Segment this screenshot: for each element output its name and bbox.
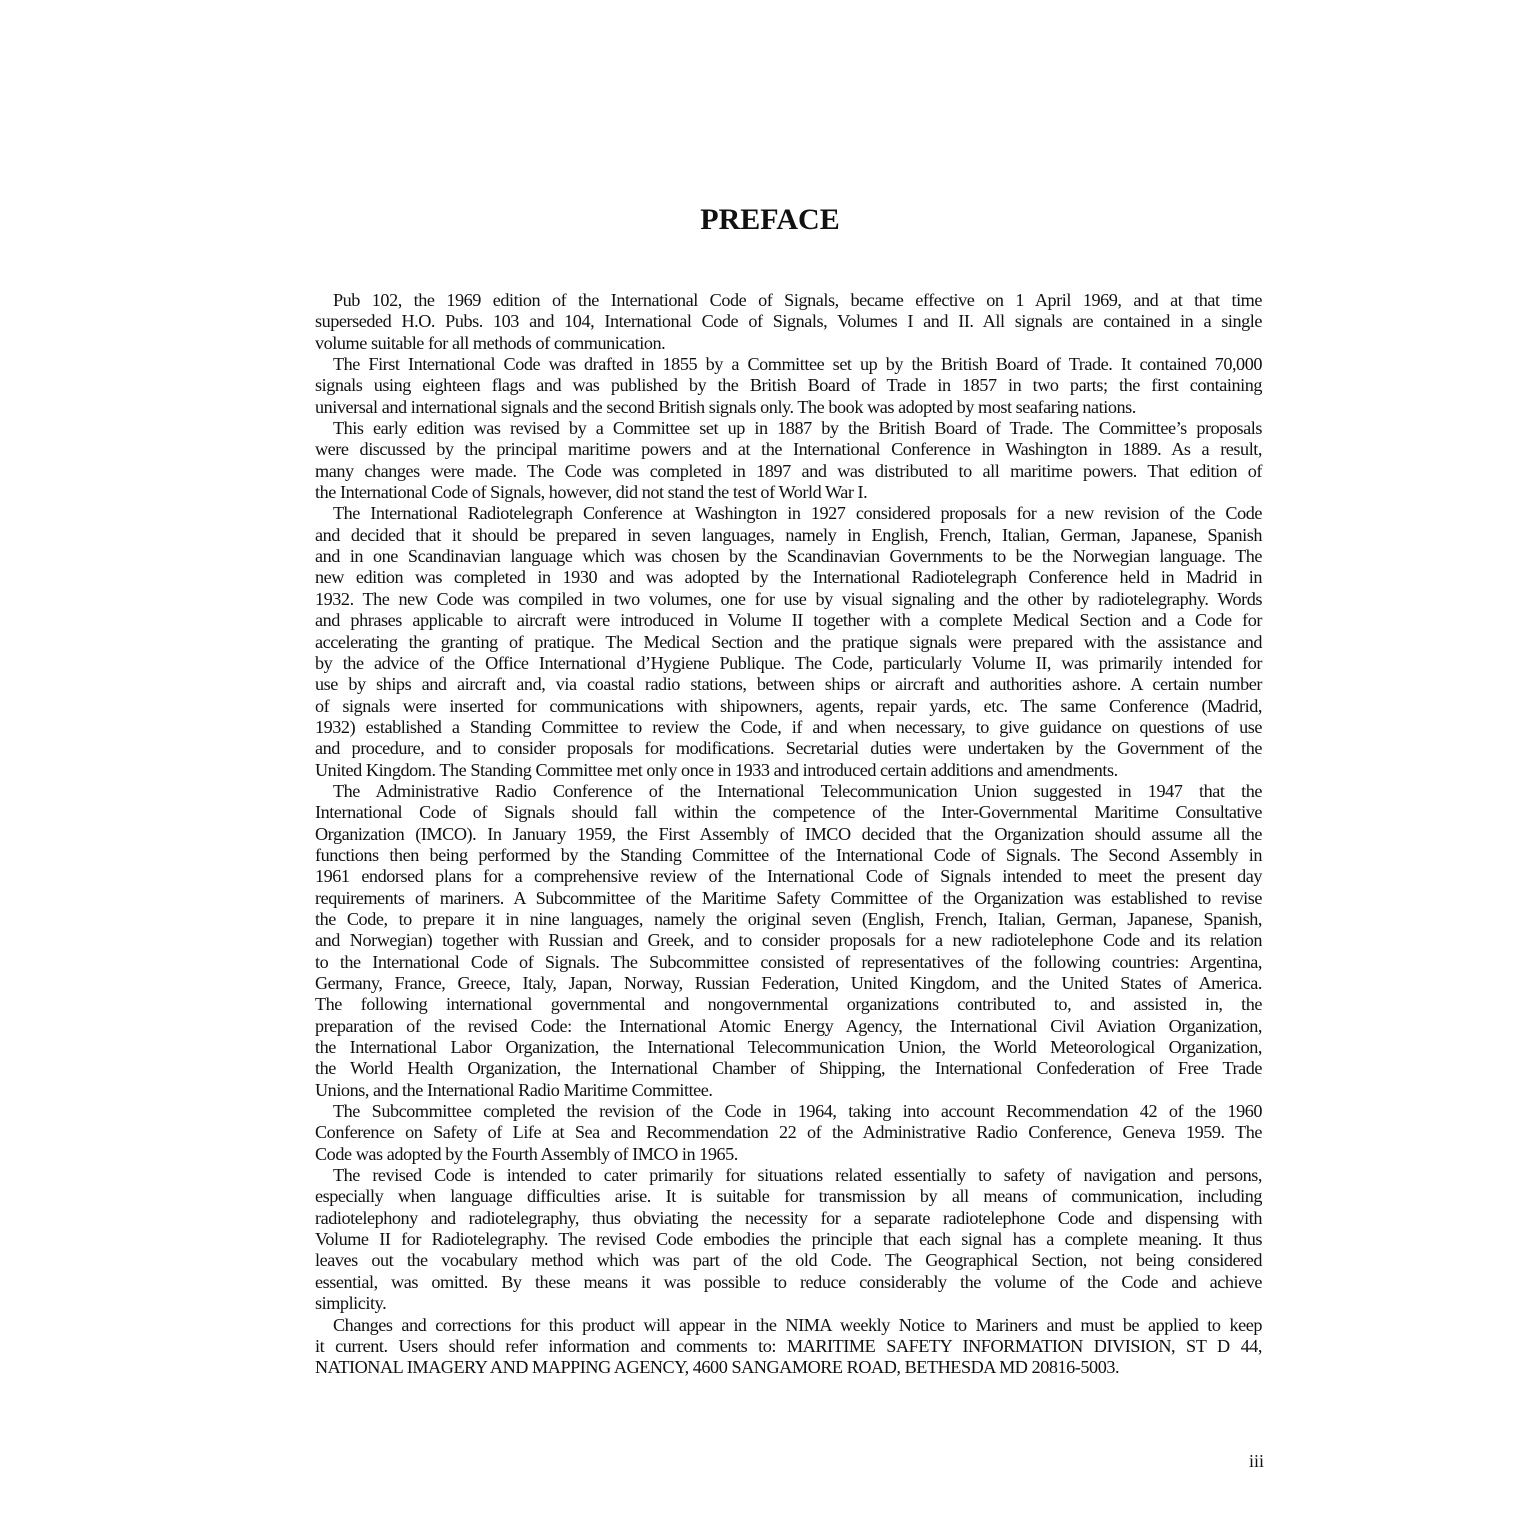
text-line: International Code of Signals should fall within the competence of the Inter-Governmental Maritime Consultative	[315, 802, 1262, 823]
text-line: Pub 102, the 1969 edition of the International Code of Signals, became effective on 1 April 1969, and at that time	[333, 290, 1262, 310]
paragraph-1887-revision	[315, 418, 1262, 503]
text-line: The following international governmental and nongovernmental organizations contributed to, and assisted in, the	[315, 994, 1262, 1015]
text-line: The Subcommittee completed the revision of the Code in 1964, taking into account Recommendation 42 of the 1960	[333, 1101, 1262, 1122]
text-line: The Administrative Radio Conference of the International Telecommunication Union suggested in 1947 that the	[333, 780, 1262, 801]
text-line: 1932. The new Code was compiled in two volumes, one for use by visual signaling and the other by radiotelegraphy. Words	[315, 588, 1262, 609]
text-line: Volume II for Radiotelegraphy. The revised Code embodies the principle that each signal has a complete meaning. It thus	[315, 1229, 1262, 1250]
text-line: leaves out the vocabulary method which was part of the old Code. The Geographical Section, not being considered	[315, 1250, 1262, 1271]
paragraph-imco-subcommittee	[315, 781, 1262, 1101]
text-line: and Norwegian) together with Russian and Greek, and to consider proposals for a new radiotelephone Code and its relation	[315, 930, 1262, 951]
text-line: signals using eighteen flags and was published by the British Board of Trade in 1857 in two parts; the first containing	[315, 375, 1262, 396]
text-line: the World Health Organization, the International Chamber of Shipping, the International Confederation of Free Trade	[315, 1058, 1262, 1079]
text-line: the Code, to prepare it in nine languages, namely the original seven (English, French, Italian, German, Japanese, Spanish,	[315, 908, 1262, 929]
text-line: to the International Code of Signals. The Subcommittee consisted of representatives of the following countries: Argentina,	[315, 951, 1262, 972]
text-line: and procedure, and to consider proposals for modifications. Secretarial duties were undertaken by the Government of the	[315, 738, 1262, 759]
text-line: and decided that it should be prepared in seven languages, namely in English, French, Italian, German, Japanese, Spanish	[315, 524, 1262, 545]
text-line: Conference on Safety of Life at Sea and Recommendation 22 of the Administrative Radio Conference, Geneva 1959. The	[315, 1122, 1262, 1143]
paragraph-1927-radiotelegraph-conference	[315, 503, 1262, 780]
preface-body	[315, 290, 1262, 1379]
text-line: the International Code of Signals, however, did not stand the test of World War I.	[315, 482, 868, 503]
text-line: especially when language difficulties arise. It is suitable for transmission by all means of communication, including	[315, 1186, 1262, 1207]
text-line: and phrases applicable to aircraft were introduced in Volume II together with a complete Medical Section and a Code for	[315, 610, 1262, 631]
paragraph-1964-completion	[315, 1101, 1262, 1165]
page-title: PREFACE	[700, 203, 840, 236]
text-line: functions then being performed by the Standing Committee of the International Code of Signals. The Second Assembly in	[315, 844, 1262, 865]
text-line: NATIONAL IMAGERY AND MAPPING AGENCY, 4600 SANGAMORE ROAD, BETHESDA MD 20816-5003.	[315, 1357, 1120, 1378]
text-line: were discussed by the principal maritime powers and at the International Conference in Washington in 1889. As a result,	[315, 439, 1262, 460]
text-line: Germany, France, Greece, Italy, Japan, Norway, Russian Federation, United Kingdom, and the United States of America.	[315, 973, 1262, 993]
text-line: by the advice of the Office International d’Hygiene Publique. The Code, particularly Volume II, was primarily intended for	[315, 652, 1262, 673]
text-line: accelerating the granting of pratique. The Medical Section and the pratique signals were prepared with the assistance and	[315, 631, 1262, 652]
text-line: and in one Scandinavian language which was chosen by the Scandinavian Governments to be the Norwegian language. The	[315, 546, 1262, 567]
text-line: superseded H.O. Pubs. 103 and 104, International Code of Signals, Volumes I and II. All signals are contained in a single	[315, 311, 1262, 332]
text-line: requirements of mariners. A Subcommittee of the Maritime Safety Committee of the Organization was established to revise	[315, 887, 1262, 908]
text-line: preparation of the revised Code: the International Atomic Energy Agency, the International Civil Aviation Organization,	[315, 1015, 1262, 1036]
text-line: The International Radiotelegraph Conference at Washington in 1927 considered proposals for a new revision of the Code	[333, 503, 1262, 524]
paragraph-revised-code-purpose	[315, 1165, 1262, 1314]
text-line: Changes and corrections for this product will appear in the NIMA weekly Notice to Mariners and must be applied to keep	[333, 1314, 1262, 1335]
text-line: radiotelephony and radiotelegraphy, thus obviating the necessity for a separate radiotelephone Code and dispensing with	[315, 1207, 1262, 1228]
text-line: the International Labor Organization, the International Telecommunication Union, the World Meteorological Organization,	[315, 1037, 1262, 1058]
text-line: new edition was completed in 1930 and was adopted by the International Radiotelegraph Conference held in Madrid in	[315, 567, 1262, 588]
text-line: Unions, and the International Radio Maritime Committee.	[315, 1079, 713, 1100]
text-line: simplicity.	[315, 1293, 387, 1314]
text-line: essential, was omitted. By these means it was possible to reduce considerably the volume of the Code and achieve	[315, 1271, 1262, 1292]
paragraph-first-international-code	[315, 354, 1262, 418]
text-line: 1932) established a Standing Committee to review the Code, if and when necessary, to give guidance on questions of use	[315, 716, 1262, 737]
text-line: it current. Users should refer information and comments to: MARITIME SAFETY INFORMATION DIVISION, ST D 44,	[315, 1335, 1262, 1356]
text-line: This early edition was revised by a Committee set up in 1887 by the British Board of Trade. The Committee’s proposals	[333, 418, 1262, 439]
paragraph-changes-and-corrections	[315, 1315, 1262, 1379]
text-line: The First International Code was drafted in 1855 by a Committee set up by the British Board of Trade. It contained 70,000	[333, 354, 1262, 375]
paragraph-pub102-edition	[315, 290, 1262, 354]
text-line: universal and international signals and the second British signals only. The book was adopted by most seafaring nations.	[315, 396, 1136, 417]
text-line: of signals were inserted for communications with shipowners, agents, repair yards, etc. The same Conference (Madrid,	[315, 695, 1262, 716]
text-line: Code was adopted by the Fourth Assembly of IMCO in 1965.	[315, 1143, 738, 1164]
text-line: 1961 endorsed plans for a comprehensive review of the International Code of Signals intended to meet the present day	[315, 866, 1262, 887]
text-line: Organization (IMCO). In January 1959, the First Assembly of IMCO decided that the Organization should assume all the	[315, 823, 1262, 844]
text-line: volume suitable for all methods of communication.	[315, 332, 666, 353]
page-number: iii	[1248, 1451, 1264, 1471]
text-line: The revised Code is intended to cater primarily for situations related essentially to safety of navigation and persons,	[333, 1165, 1262, 1186]
text-line: use by ships and aircraft and, via coastal radio stations, between ships or aircraft and authorities ashore. A certain number	[315, 674, 1262, 695]
text-line: many changes were made. The Code was completed in 1897 and was distributed to all maritime powers. That edition of	[315, 460, 1262, 481]
text-line: United Kingdom. The Standing Committee met only once in 1933 and introduced certain additions and amendments.	[315, 759, 1118, 780]
